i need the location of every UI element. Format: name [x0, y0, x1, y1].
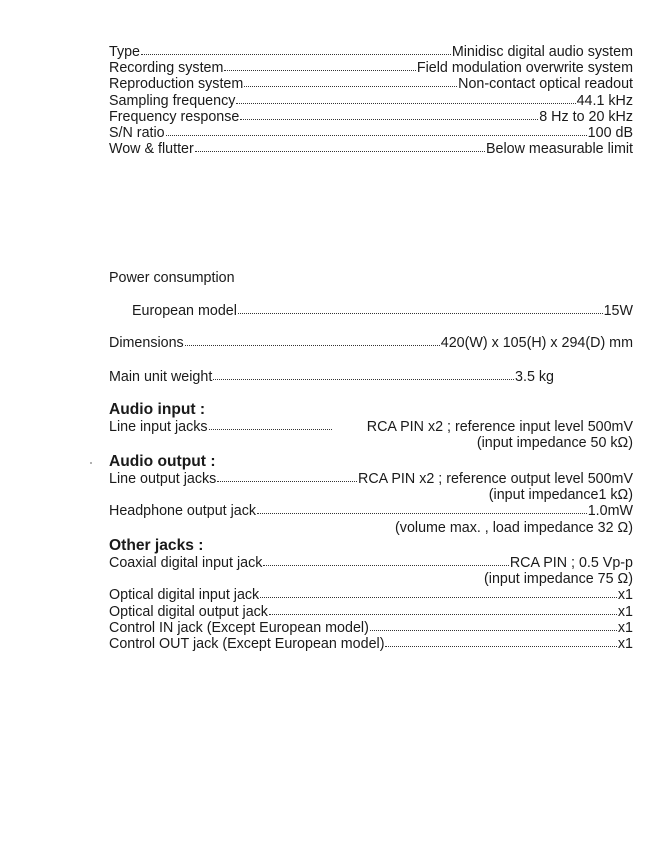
section-heading: Audio input : — [109, 401, 206, 418]
spec-value: Below measurable limit — [486, 141, 633, 158]
spec-value: 44.1 kHz — [576, 92, 633, 109]
spec-value: 1.0mW — [587, 503, 633, 520]
leader-dots — [166, 125, 587, 137]
spec-value: Non-contact optical readout — [458, 76, 633, 93]
spec-value: Field modulation overwrite system — [416, 60, 633, 77]
spec-value: x1 — [617, 587, 633, 604]
leader-dots — [269, 604, 617, 616]
spec-row — [109, 369, 554, 385]
spec-label: Optical digital input jack — [109, 587, 260, 604]
spec-label: Frequency response — [109, 108, 240, 125]
audio-input-section — [109, 401, 633, 451]
leader-dots — [240, 109, 538, 121]
audio-output-section — [109, 453, 633, 536]
power-section — [109, 270, 633, 286]
leader-dots — [370, 620, 617, 632]
spec-row — [132, 303, 633, 319]
leader-dots — [209, 419, 332, 431]
spec-row — [109, 604, 633, 620]
spec-label: Control OUT jack (Except European model) — [109, 636, 385, 653]
spec-value: x1 — [617, 603, 633, 620]
spec-note: (input impedance 75 Ω) — [484, 571, 633, 588]
spec-label: Headphone output jack — [109, 503, 257, 520]
spec-value: Minidisc digital audio system — [451, 44, 633, 60]
leader-dots — [195, 141, 485, 153]
leader-dots — [213, 369, 514, 381]
spec-label: European model — [132, 303, 237, 319]
spec-note: (volume max. , load impedance 32 Ω) — [395, 519, 633, 536]
spec-row — [109, 587, 633, 603]
spec-row — [109, 503, 633, 519]
spec-value: 8 Hz to 20 kHz — [539, 108, 633, 125]
leader-dots — [185, 335, 440, 347]
spec-row — [109, 636, 633, 652]
spec-row — [109, 471, 633, 487]
spec-row — [109, 93, 633, 109]
spec-label: Main unit weight — [109, 369, 213, 385]
spec-label: Coaxial digital input jack — [109, 555, 263, 571]
spec-row — [109, 109, 633, 125]
spec-row — [109, 141, 633, 157]
spec-value: RCA PIN x2 ; reference output level 500mV — [358, 471, 633, 487]
spec-label: Control IN jack (Except European model) — [109, 619, 369, 636]
spec-value: 15W — [603, 303, 633, 319]
leader-dots — [257, 503, 587, 515]
spec-label: S/N ratio — [109, 125, 165, 142]
spec-label: Line output jacks — [109, 471, 217, 487]
spec-label: Line input jacks — [109, 419, 208, 435]
spec-row — [109, 419, 633, 435]
leader-dots — [238, 303, 603, 315]
spec-row — [109, 620, 633, 636]
power-european — [132, 303, 633, 319]
general-specs — [109, 44, 633, 157]
spec-value: 3.5 kg — [515, 369, 554, 385]
spec-label: Sampling frequency — [109, 92, 236, 109]
spec-label: Optical digital output jack — [109, 603, 268, 620]
spec-value: RCA PIN ; 0.5 Vp-p — [509, 555, 633, 571]
spec-row — [109, 44, 633, 60]
leader-dots — [236, 93, 575, 105]
scan-speck — [90, 462, 92, 464]
dimensions-section — [109, 335, 633, 351]
weight-section — [109, 369, 554, 385]
spec-label: Reproduction system — [109, 76, 244, 93]
section-heading: Other jacks : — [109, 537, 204, 554]
leader-dots — [141, 44, 451, 56]
spec-row — [109, 555, 633, 571]
power-title: Power consumption — [109, 270, 235, 286]
spec-value: x1 — [617, 619, 633, 636]
spec-label: Type — [109, 44, 140, 60]
leader-dots — [244, 76, 457, 88]
spec-row — [109, 335, 633, 351]
other-jacks-section — [109, 537, 633, 652]
spec-value: x1 — [617, 636, 633, 653]
leader-dots — [263, 555, 508, 567]
spec-note: (input impedance1 kΩ) — [488, 487, 633, 504]
spec-label: Wow & flutter — [109, 141, 194, 158]
spec-value: 420(W) x 105(H) x 294(D) mm — [440, 335, 633, 351]
spec-label: Dimensions — [109, 335, 184, 351]
spec-row — [109, 125, 633, 141]
section-heading: Audio output : — [109, 453, 216, 470]
spec-value: RCA PIN x2 ; reference input level 500mV — [366, 419, 633, 435]
leader-dots — [385, 636, 616, 648]
leader-dots — [217, 471, 357, 483]
spec-label: Recording system — [109, 60, 224, 77]
spec-row — [109, 76, 633, 92]
spec-note: (input impedance 50 kΩ) — [476, 435, 633, 452]
leader-dots — [260, 587, 617, 599]
spec-value: 100 dB — [587, 125, 633, 142]
spec-row — [109, 60, 633, 76]
leader-dots — [224, 60, 415, 72]
